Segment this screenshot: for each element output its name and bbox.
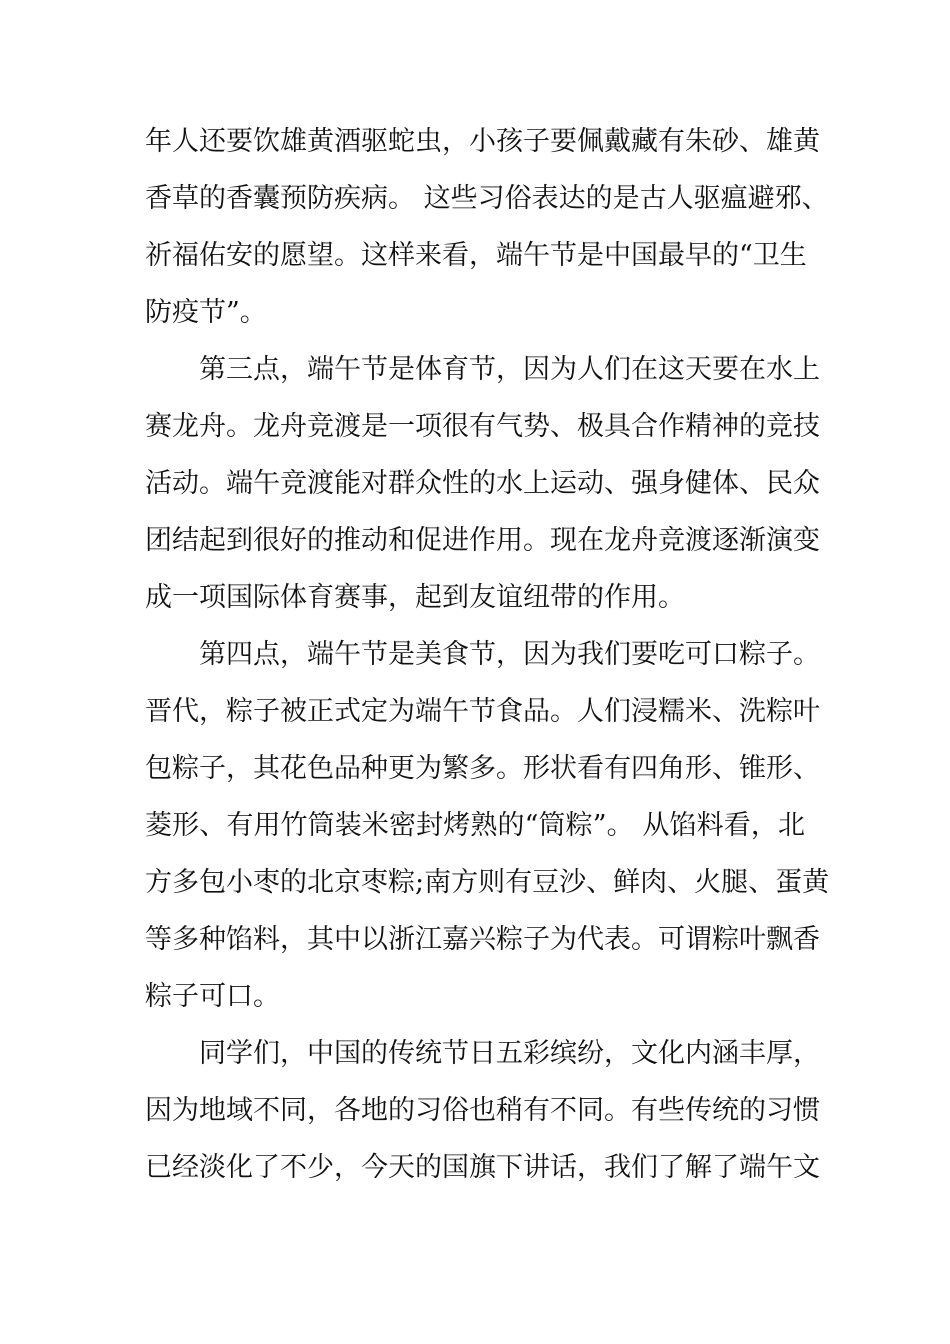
text-line: 方多包小枣的北京枣粽;南方则有豆沙、鲜肉、火腿、蛋黄 <box>145 867 830 898</box>
text-line: 菱形、有用竹筒装米密封烤熟的“筒粽”。 从馅料看，北 <box>145 810 805 841</box>
text-line: 祈福佑安的愿望。这样来看，端午节是中国最早的“卫生 <box>145 240 807 271</box>
text-line: 防疫节”。 <box>145 297 267 328</box>
text-line: 香草的香囊预防疾病。 这些习俗表达的是古人驱瘟避邪、 <box>145 183 829 214</box>
text-line: 包粽子，其花色品种更为繁多。形状看有四角形、锥形、 <box>145 753 820 784</box>
paragraph-start-line: 同学们，中国的传统节日五彩缤纷，文化内涵丰厚， <box>145 1038 820 1069</box>
text-line: 团结起到很好的推动和促进作用。现在龙舟竞渡逐渐演变 <box>145 525 820 556</box>
text-line: 已经淡化了不少，今天的国旗下讲话，我们了解了端午文 <box>145 1152 820 1183</box>
text-line: 成一项国际体育赛事，起到友谊纽带的作用。 <box>145 582 685 613</box>
text-line: 年人还要饮雄黄酒驱蛇虫，小孩子要佩戴藏有朱砂、雄黄 <box>145 126 820 157</box>
text-line: 晋代，粽子被正式定为端午节食品。人们浸糯米、洗粽叶 <box>145 696 820 727</box>
text-line: 粽子可口。 <box>145 981 280 1012</box>
text-line: 活动。端午竞渡能对群众性的水上运动、强身健体、民众 <box>145 468 820 499</box>
text-line: 赛龙舟。龙舟竞渡是一项很有气势、极具合作精神的竞技 <box>145 411 820 442</box>
paragraph-start-line: 第四点，端午节是美食节，因为我们要吃可口粽子。 <box>145 639 820 670</box>
text-line: 等多种馅料，其中以浙江嘉兴粽子为代表。可谓粽叶飘香 <box>145 924 820 955</box>
text-line: 因为地域不同，各地的习俗也稍有不同。有些传统的习惯 <box>145 1095 820 1126</box>
paragraph-start-line: 第三点，端午节是体育节，因为人们在这天要在水上 <box>145 354 820 385</box>
